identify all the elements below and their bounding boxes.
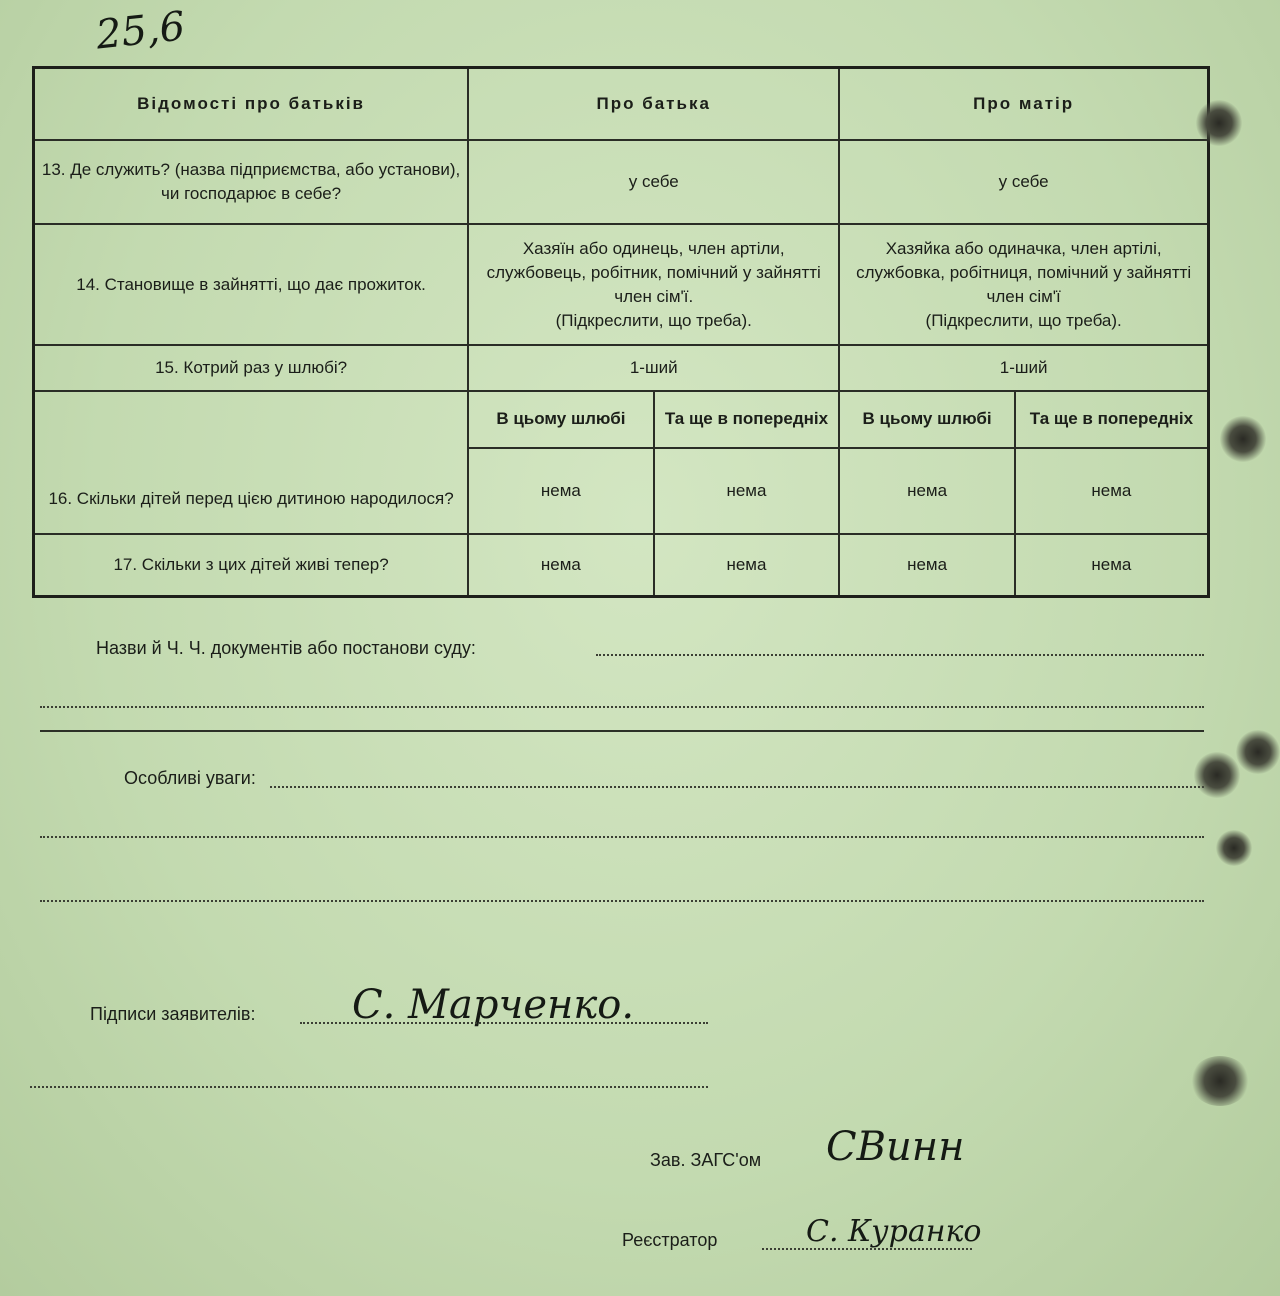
documents-label: Назви й Ч. Ч. документів або постанови суду: [96,638,476,658]
header-mother: Про матір [839,68,1208,140]
q16-mother-previous: нема [1015,448,1209,534]
registrar-label: Реєстратор [622,1230,718,1250]
mother-options-text: Хазяйка або одиначка, член артілі, службовка, робітниця, помічний у зайнятті член сім'ї [856,238,1192,306]
punch-hole [1196,100,1242,146]
mother-occupation-options [839,224,1208,345]
q16-mother-this: нема [839,448,1015,534]
q16-father-previous: нема [654,448,840,534]
punch-hole [1220,416,1266,462]
father-occupation-options [468,224,839,345]
father-marriage-count: 1-ший [468,345,839,391]
question-15: 15. Котрий раз у шлюбі? [34,345,469,391]
mother-workplace: у себе [839,140,1208,224]
father-workplace: у себе [468,140,839,224]
q16-father-this: нема [468,448,653,534]
q17-father-this: нема [468,534,653,596]
head-signature: СВинн [826,1124,965,1170]
question-16: 16. Скільки дітей перед цією дитиною народилося? [34,391,469,534]
punch-hole [1236,730,1280,774]
punch-hole [1194,752,1240,798]
documents-line-2 [40,706,1204,708]
q17-father-previous: нема [654,534,840,596]
question-17: 17. Скільки з цих дітей живі тепер? [34,534,469,596]
mother-options-note: (Підкреслити, що треба). [925,310,1122,330]
punch-hole [1216,830,1252,866]
remarks-label: Особливі уваги: [124,768,256,788]
parents-info-table [32,66,1210,598]
applicants-signature-line-2 [30,1086,708,1088]
head-label: Зав. ЗАГС'ом [650,1150,762,1170]
remarks-line-3 [40,900,1204,902]
question-14: 14. Становище в зайнятті, що дає прожиток. [34,224,469,345]
applicants-signature-line [300,1022,708,1024]
subheader-mother-previous: Та ще в попередніх [1015,391,1209,447]
header-father: Про батька [468,68,839,140]
documents-line-1 [596,654,1204,656]
remarks-line-2 [40,836,1204,838]
applicants-label: Підписи заявителів: [90,1004,256,1024]
subheader-father-this: В цьому шлюбі [468,391,653,447]
page-number: 25,6 [93,3,188,59]
q17-mother-previous: нема [1015,534,1209,596]
question-13: 13. Де служить? (назва підприємства, або установи), чи господарює в себе? [34,140,469,224]
subheader-father-previous: Та ще в попередніх [654,391,840,447]
mother-marriage-count: 1-ший [839,345,1208,391]
registrar-signature: С. Куранко [806,1214,982,1249]
q17-mother-this: нема [839,534,1015,596]
subheader-mother-this: В цьому шлюбі [839,391,1015,447]
father-options-note: (Підкреслити, що треба). [555,310,752,330]
applicant-signature: С. Марченко. [352,982,635,1028]
punch-hole [1190,1056,1250,1106]
remarks-line-1 [270,786,1204,788]
header-parents-info: Відомості про батьків [34,68,469,140]
father-options-text: Хазяїн або одинець, член артіли, службовець, робітник, помічний у зайнятті член сім'ї. [486,238,821,306]
registrar-signature-line [762,1248,972,1250]
section-divider [40,730,1204,732]
